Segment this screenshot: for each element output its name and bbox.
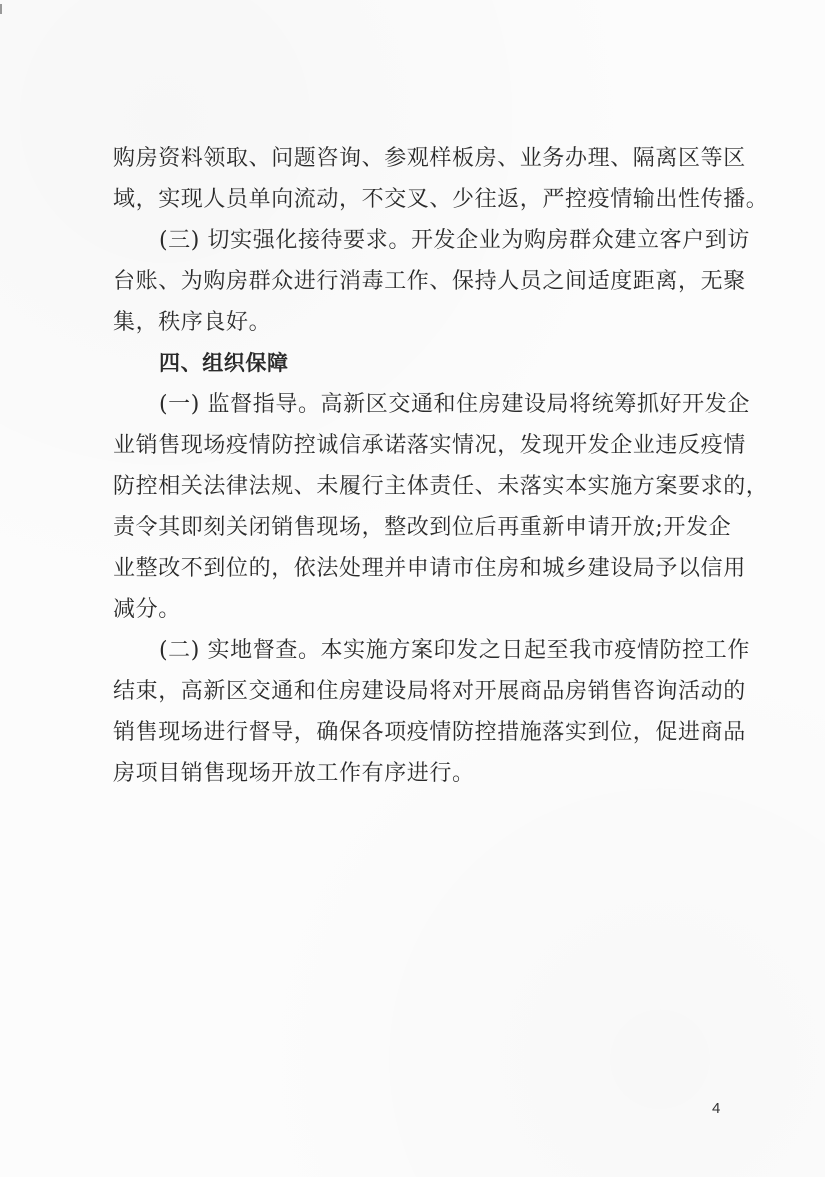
text-line: 责令其即刻关闭销售现场，整改到位后再重新申请开放;开发企	[113, 515, 732, 540]
paragraph-onsite-inspection	[113, 630, 750, 794]
text-line: 结束，高新区交通和住房建设局将对开展商品房销售咨询活动的	[113, 679, 746, 704]
text-line: (一) 监督指导。高新区交通和住房建设局将统筹抓好开发企	[159, 392, 750, 417]
text-line: 业整改不到位的，依法处理并申请市住房和城乡建设局予以信用	[113, 556, 746, 581]
text-line: (二) 实地督查。本实施方案印发之日起至我市疫情防控工作	[159, 638, 750, 663]
scan-edge-mark	[0, 4, 2, 14]
text-line: 业销售现场疫情防控诚信承诺落实情况，发现开发企业违反疫情	[113, 433, 746, 458]
text-line: 集，秩序良好。	[113, 310, 272, 335]
text-line: 销售现场进行督导，确保各项疫情防控措施落实到位，促进商品	[113, 720, 746, 745]
text-line: 减分。	[113, 597, 181, 622]
text-line: (三) 切实强化接待要求。开发企业为购房群众建立客户到访	[159, 228, 750, 253]
text-line: 房项目销售现场开放工作有序进行。	[113, 761, 475, 786]
paragraph-reception-requirements	[113, 220, 750, 343]
paragraph-continuation	[113, 138, 769, 220]
text-line: 台账、为购房群众进行消毒工作、保持人员之间适度距离，无聚	[113, 269, 746, 294]
text-line: 购房资料领取、问题咨询、参观样板房、业务办理、隔离区等区	[113, 146, 746, 171]
text-line: 域，实现人员单向流动，不交叉、少往返，严控疫情输出性传播。	[113, 187, 769, 212]
document-body	[113, 138, 769, 794]
text-line: 防控相关法律法规、未履行主体责任、未落实本实施方案要求的，	[113, 474, 769, 499]
page-number: 4	[712, 1100, 721, 1117]
paragraph-supervision-guidance	[113, 384, 769, 630]
section-heading: 四、组织保障	[159, 351, 289, 375]
